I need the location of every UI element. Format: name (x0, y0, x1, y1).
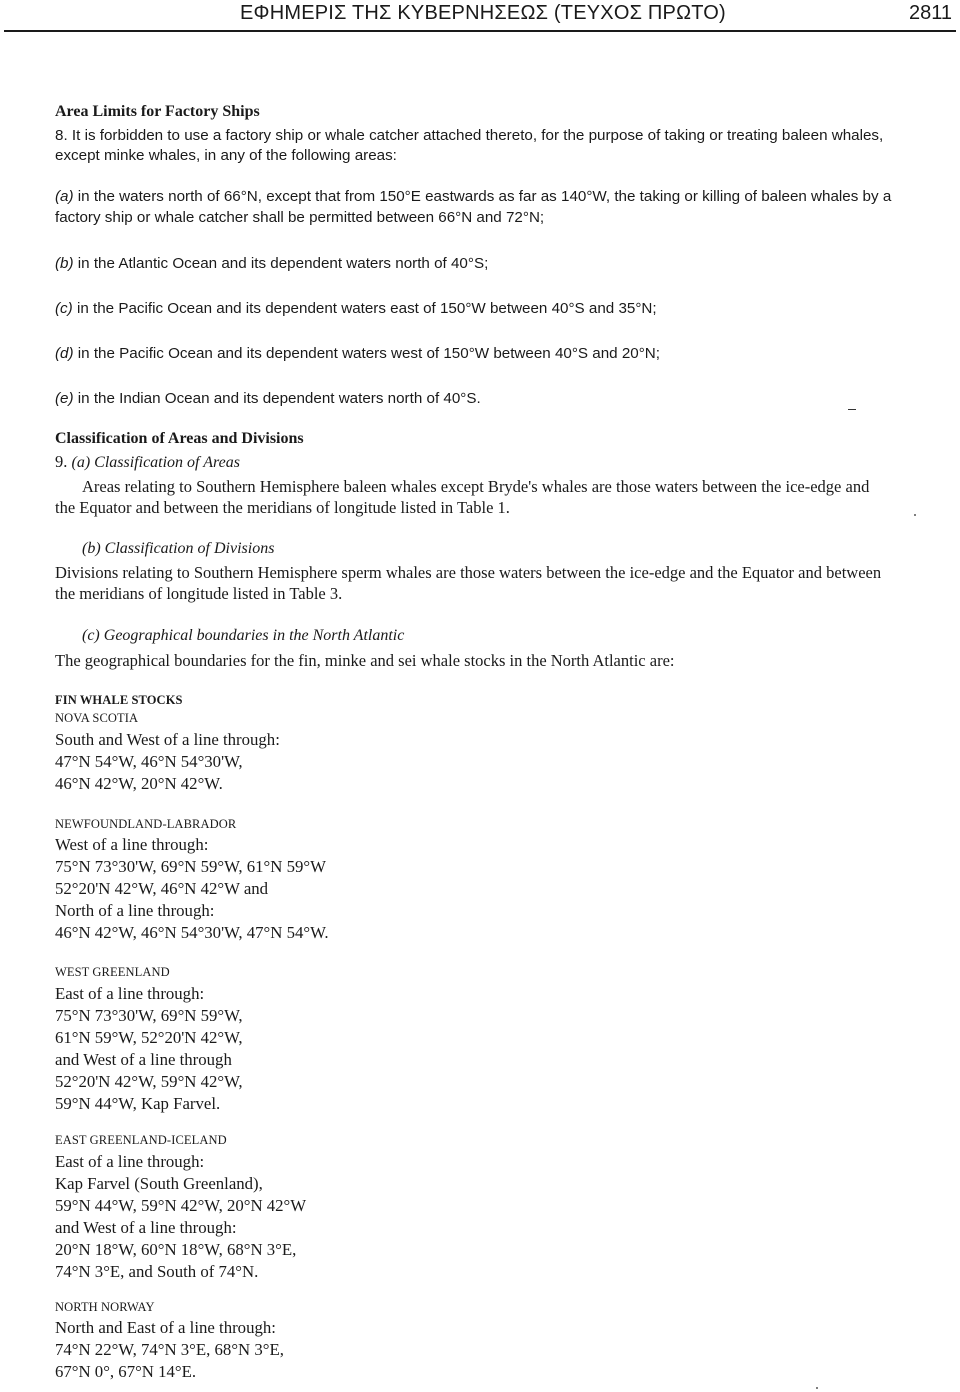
item-text: in the Atlantic Ocean and its dependent waters north of 40°S; (77, 255, 489, 272)
stock-line: North and East of a line through: (55, 1318, 276, 1337)
scan-mark (848, 409, 856, 410)
classification-heading: Classification of Areas and Divisions (55, 430, 304, 447)
classification-b-title: (b) Classification of Divisions (82, 540, 275, 557)
stock-line: 74°N 22°W, 74°N 3°E, 68°N 3°E, (55, 1340, 284, 1359)
stock-line: East of a line through: (55, 984, 205, 1003)
stock-line: East of a line through: (55, 1152, 205, 1171)
stock-line: and West of a line through (55, 1050, 232, 1069)
stock-line: North of a line through: (55, 901, 215, 920)
classification-a-title-line (55, 452, 240, 472)
stock-line: 20°N 18°W, 60°N 18°W, 68°N 3°E, (55, 1240, 297, 1259)
area-limits-heading: Area Limits for Factory Ships (55, 103, 260, 120)
stock-name-east-greenland-iceland: EAST GREENLAND-ICELAND (55, 1133, 227, 1147)
para-number-8: 8. (55, 127, 68, 144)
running-header (0, 0, 960, 30)
classification-a-title: (a) Classification of Areas (71, 454, 240, 471)
item-marker: (c) (55, 300, 73, 317)
stock-line: 46°N 42°W, 46°N 54°30'W, 47°N 54°W. (55, 923, 329, 942)
area-item-b (55, 253, 895, 274)
header-title: ΕΦΗΜΕΡΙΣ ΤΗΣ ΚΥΒΕΡΝΗΣΕΩΣ (ΤΕΥΧΟΣ ΠΡΩΤΟ) (240, 2, 726, 24)
page-number: 2811 (908, 2, 952, 24)
area-item-e (55, 388, 895, 409)
stock-line: 59°N 44°W, 59°N 42°W, 20°N 42°W (55, 1196, 307, 1215)
stock-line: 74°N 3°E, and South of 74°N. (55, 1262, 259, 1281)
item-marker: (e) (55, 390, 74, 407)
stock-line: 47°N 54°W, 46°N 54°30'W, (55, 752, 243, 771)
stock-name-nova-scotia: NOVA SCOTIA (55, 711, 139, 725)
stock-name-north-norway: NORTH NORWAY (55, 1300, 155, 1314)
classification-a-text: Areas relating to Southern Hemisphere baleen whales except Bryde's whales are those waters between the ice-edge and the Equator and between the meridians of longitude listed in Table 1. (55, 477, 870, 517)
item-text: in the Indian Ocean and its dependent waters north of 40°S. (77, 390, 481, 407)
stock-line: 61°N 59°W, 52°20'N 42°W, (55, 1028, 243, 1047)
paragraph-8 (55, 126, 895, 166)
stock-line: 46°N 42°W, 20°N 42°W. (55, 774, 223, 793)
stock-line: 75°N 73°30'W, 69°N 59°W, 61°N 59°W (55, 857, 326, 876)
scan-dot (816, 1387, 818, 1389)
stock-line: and West of a line through: (55, 1218, 237, 1237)
stock-line: 75°N 73°30'W, 69°N 59°W, (55, 1006, 243, 1025)
stock-line: 67°N 0°, 67°N 14°E. (55, 1362, 197, 1381)
header-rule (4, 30, 956, 32)
item-text: in the waters north of 66°N, except that from 150°E eastwards as far as 140°W, the taking or killing of baleen whales by a factory ship or whale catcher shall be permitted between 66°N and 72°N; (55, 188, 892, 226)
classification-b-text: Divisions relating to Southern Hemisphere sperm whales are those waters between the ice-edge and the Equator and between the meridians of longitude listed in Table 3. (55, 563, 882, 603)
classification-c-text: The geographical boundaries for the fin, minke and sei whale stocks in the North Atlantic are: (55, 651, 675, 670)
stock-line: West of a line through: (55, 835, 209, 854)
stock-name-west-greenland: WEST GREENLAND (55, 965, 170, 979)
stock-line: 52°20'N 42°W, 59°N 42°W, (55, 1072, 243, 1091)
classification-c-title: (c) Geographical boundaries in the North Atlantic (82, 627, 405, 644)
item-text: in the Pacific Ocean and its dependent waters west of 150°W between 40°S and 20°N; (77, 345, 660, 362)
stock-line: South and West of a line through: (55, 730, 280, 749)
item-marker: (a) (55, 188, 74, 205)
area-item-d (55, 343, 895, 364)
para-number-9: 9. (55, 452, 68, 471)
para-8-intro: It is forbidden to use a factory ship or whale catcher attached thereto, for the purpose of taking or treating baleen whales, except minke whales, in any of the following areas: (55, 127, 884, 164)
scan-dot (914, 514, 916, 516)
stock-name-newfoundland-labrador: NEWFOUNDLAND-LABRADOR (55, 817, 237, 831)
stock-line: Kap Farvel (South Greenland), (55, 1174, 263, 1193)
area-item-c (55, 298, 895, 319)
stock-line: 59°N 44°W, Kap Farvel. (55, 1094, 221, 1113)
stock-line: 52°20'N 42°W, 46°N 42°W and (55, 879, 269, 898)
area-item-a (55, 186, 895, 228)
item-text: in the Pacific Ocean and its dependent waters east of 150°W between 40°S and 35°N; (76, 300, 657, 317)
item-marker: (b) (55, 255, 74, 272)
fin-whale-stocks-heading: FIN WHALE STOCKS (55, 693, 183, 707)
item-marker: (d) (55, 345, 74, 362)
